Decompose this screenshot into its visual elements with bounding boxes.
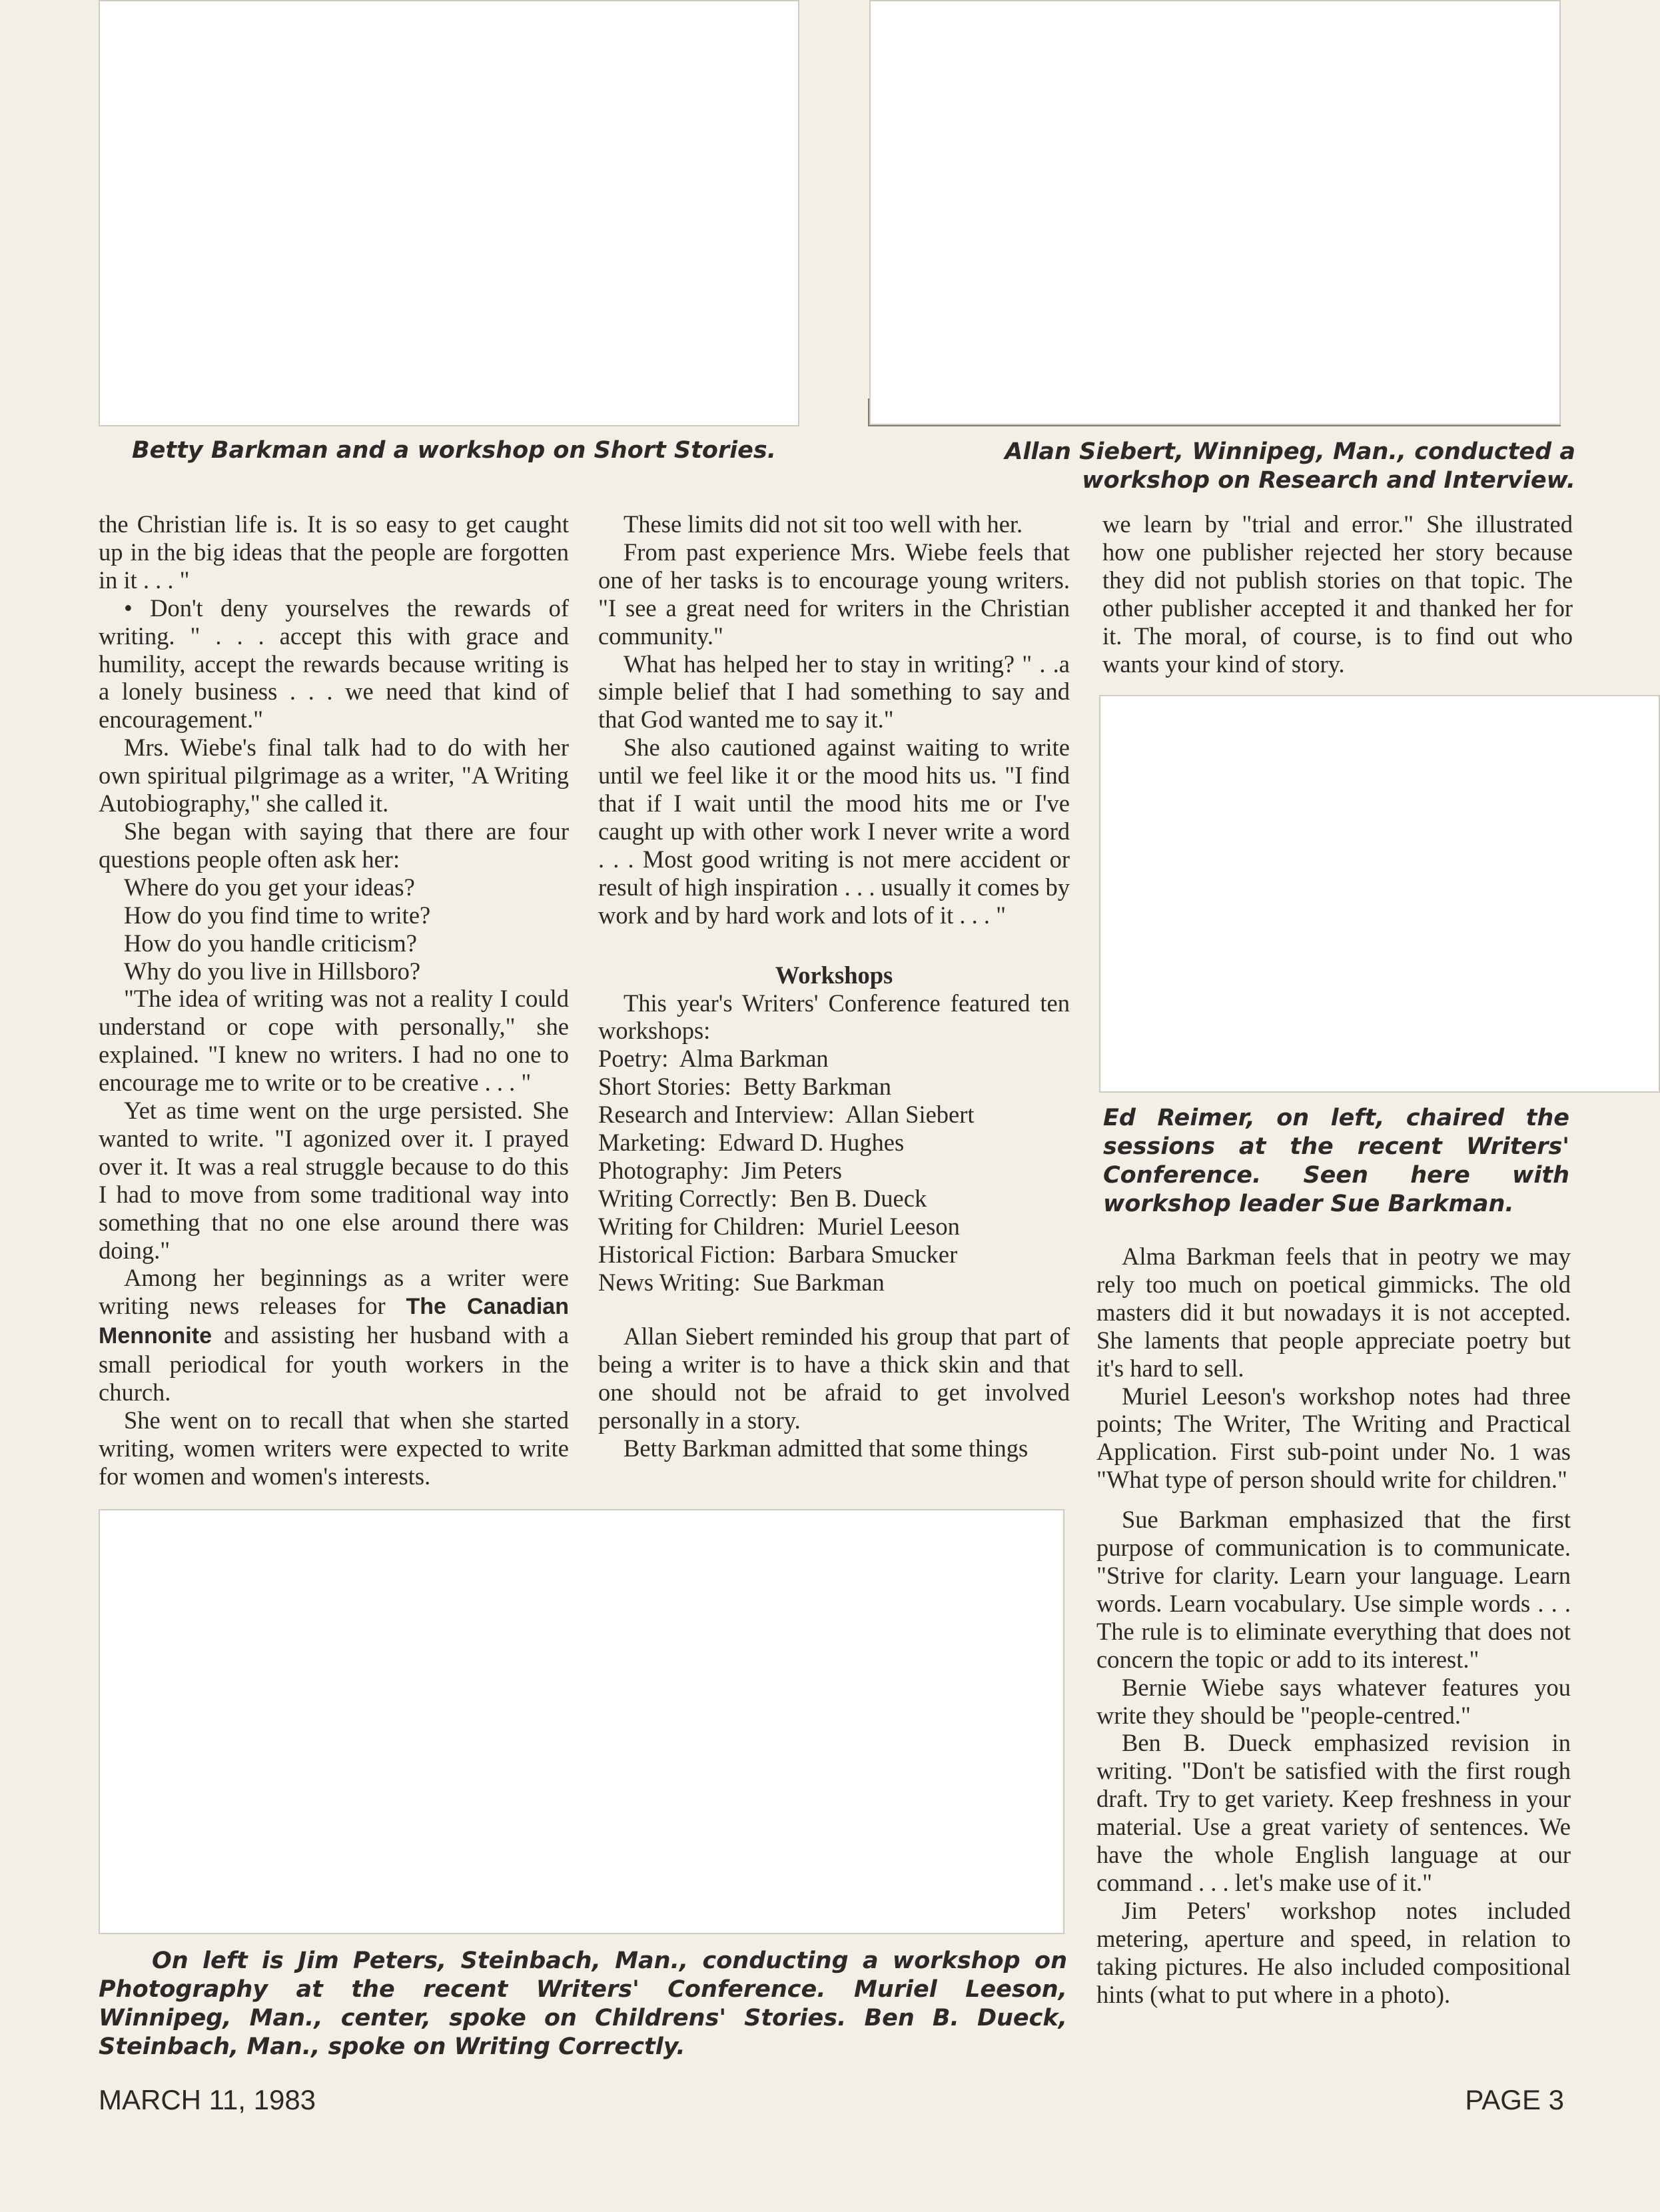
article-column-3-top: [1102, 510, 1573, 678]
paragraph: She began with saying that there are four questions people often ask her:: [99, 817, 569, 873]
workshop-list-item: News Writing: Sue Barkman: [598, 1268, 885, 1296]
paragraph: She also cautioned against waiting to write until we feel like it or the mood hits us. "I find that if I wait until the mood hits me or I've caught up with other work I never write a word . . . Most good writing is not mere accident or result of high inspiration . . . usually it comes by work and by hard work and lots of it . . . ": [598, 734, 1070, 929]
article-column-2: [598, 510, 1070, 1462]
text-run: and assisting her husband with a small periodical for youth workers in the church.: [99, 1321, 569, 1406]
paragraph: Jim Peters' workshop notes included metering, aperture and speed, in relation to taking pictures. He also included compositional hints (what to put where in a photo).: [1096, 1896, 1571, 2008]
paragraph: Ben B. Dueck emphasized revision in writing. "Don't be satisfied with the first rough draft. Try to get variety. Keep freshness in your material. Use a great variety of sentences. We have the whole English language at our command . . . let's make use of it.": [1096, 1729, 1571, 1896]
text-run: Among her beginnings as a writer were writing news releases for: [99, 1264, 569, 1320]
paragraph: Alma Barkman feels that in peotry we may rely too much on poetical gimmicks. The old masters did it but nowadays it is not accepted. She laments that people appreciate poetry but it's hard to sell.: [1096, 1243, 1571, 1382]
workshop-list-item: Poetry: Alma Barkman: [598, 1045, 829, 1073]
question-item: How do you find time to write?: [124, 901, 431, 929]
paragraph: the Christian life is. It is so easy to get caught up in the big ideas that the people are forgotten in it . . . ": [99, 510, 569, 594]
caption-bottom-left: On left is Jim Peters, Steinbach, Man., conducting a workshop on Photography at the recent Writers' Conference. Muriel Leeson, Winnipeg, Man., center, spoke on Childrens' Stories. Ben B. Dueck, Steinbach, Man., spoke on Writing Correctly.: [99, 1947, 1067, 2060]
workshop-list-item: Short Stories: Betty Barkman: [598, 1073, 891, 1101]
section-heading: Workshops: [775, 961, 893, 989]
caption-top-left: Betty Barkman and a workshop on Short Stories.: [132, 437, 777, 464]
photo-allan-siebert: [869, 0, 1561, 425]
paragraph: we learn by "trial and error." She illustrated how one publisher rejected her story because they did not publish stories on that topic. The other publisher accepted it and thanked her for it. The moral, of course, is to find out who wants your kind of story.: [1102, 510, 1573, 678]
paragraph: She went on to recall that when she started writing, women writers were expected to write for women and women's interests.: [99, 1406, 569, 1490]
issue-date: MARCH 11, 1983: [99, 2084, 316, 2115]
paragraph: Mrs. Wiebe's final talk had to do with her own spiritual pilgrimage as a writer, "A Writing Autobiography," she called it.: [99, 734, 569, 818]
paragraph: [99, 1264, 569, 1406]
workshop-list-item: Marketing: Edward D. Hughes: [598, 1129, 905, 1157]
article-column-1: [99, 510, 569, 1490]
paragraph: Yet as time went on the urge persisted. She wanted to write. "I agonized over it. I prayed over it. It was a real struggle because to do this I had to move from some traditional way into something that no one else around there was doing.": [99, 1097, 569, 1264]
photo-jim-peters: [99, 1509, 1064, 1934]
workshop-list-item: Research and Interview: Allan Siebert: [598, 1101, 975, 1129]
workshop-list-item: Historical Fiction: Barbara Smucker: [598, 1240, 958, 1268]
question-item: How do you handle criticism?: [124, 929, 417, 957]
caption-top-right: Allan Siebert, Winnipeg, Man., conducted a workshop on Research and Interview.: [1005, 438, 1575, 494]
workshop-list-item: Photography: Jim Peters: [598, 1156, 842, 1184]
paragraph: "The idea of writing was not a reality I could understand or cope with personally," she explained. "I knew no writers. I had no one to encourage me to write or to be creative . . . ": [99, 985, 569, 1097]
paragraph: • Don't deny yourselves the rewards of writing. " . . . accept this with grace and humility, accept the rewards because writing is a lonely business . . . we need that kind of encouragement.": [99, 594, 569, 734]
publication-name: The Canadian Mennonite: [99, 1294, 569, 1349]
caption-middle-right: Ed Reimer, on left, chaired the sessions at the recent Writers' Conference. Seen here with workshop leader Sue Barkman.: [1103, 1105, 1569, 1217]
page-number: PAGE 3: [1465, 2084, 1564, 2115]
paragraph: Betty Barkman admitted that some things: [623, 1434, 1029, 1462]
paragraph: Sue Barkman emphasized that the first purpose of communication is to communicate. "Strive for clarity. Learn your language. Learn words. Learn vocabulary. Use simple words . . . The rule is to eliminate everything that does not concern the topic or add to its interest.": [1096, 1506, 1571, 1673]
paragraph: Bernie Wiebe says whatever features you write they should be "people-centred.": [1096, 1673, 1571, 1729]
paragraph: Allan Siebert reminded his group that part of being a writer is to have a thick skin and that one should not be afraid to get involved personally in a story.: [598, 1323, 1070, 1434]
question-item: Where do you get your ideas?: [124, 873, 415, 901]
photo-ed-reimer: [1099, 695, 1660, 1093]
paragraph: This year's Writers' Conference featured ten workshops:: [598, 989, 1070, 1045]
paragraph: Muriel Leeson's workshop notes had three points; The Writer, The Writing and Practical Application. First sub-point under No. 1 was "What type of person should write for children.": [1096, 1382, 1571, 1494]
question-item: Why do you live in Hillsboro?: [124, 957, 421, 985]
article-column-3-bottom: [1096, 1243, 1571, 2008]
paragraph: These limits did not sit too well with her.: [623, 510, 1023, 538]
workshop-list-item: Writing for Children: Muriel Leeson: [598, 1212, 960, 1240]
photo-betty-barkman: [99, 0, 799, 426]
paragraph: From past experience Mrs. Wiebe feels that one of her tasks is to encourage young writers. "I see a great need for writers in the Christian community.": [598, 538, 1070, 650]
workshop-list-item: Writing Correctly: Ben B. Dueck: [598, 1184, 927, 1212]
paragraph: What has helped her to stay in writing? " . .a simple belief that I had something to say and that God wanted me to say it.": [598, 650, 1070, 734]
